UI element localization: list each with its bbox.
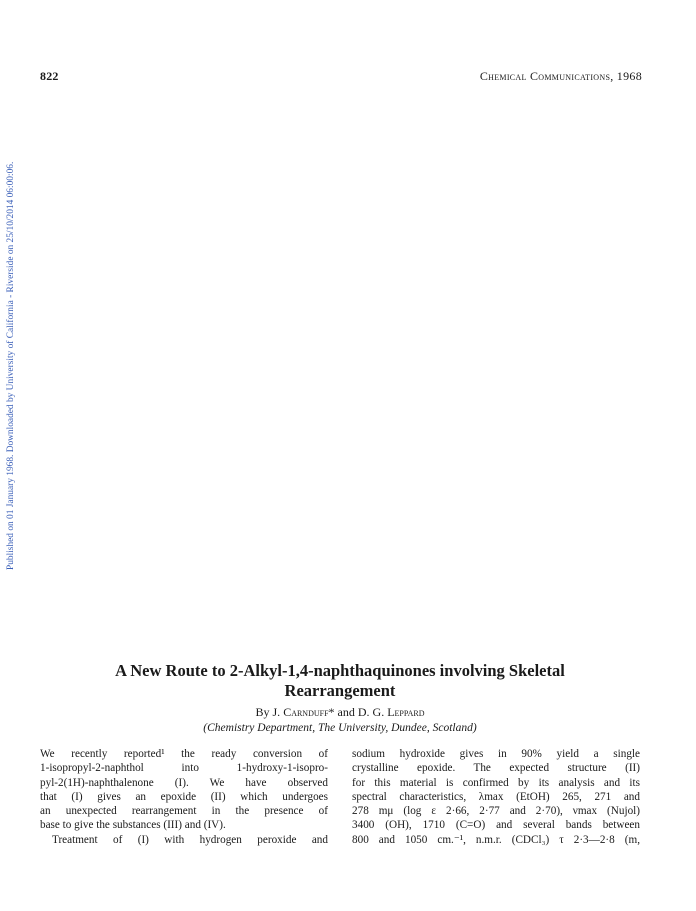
byline-prefix: By J. <box>255 705 281 719</box>
article-title-line-1: A New Route to 2-Alkyl-1,4-naphthaquinones involving Skeletal <box>115 661 565 680</box>
text-line: 278 mμ (log ε 2·66, 2·77 and 2·70), νmax (Nujol) <box>352 805 640 818</box>
text-line: an unexpected rearrangement in the presence of <box>40 805 328 818</box>
article-title <box>40 661 640 701</box>
author-name: Leppard <box>387 705 425 719</box>
article-title-line-2: Rearrangement <box>284 681 396 700</box>
page-number: 822 <box>40 69 59 83</box>
text-line: sodium hydroxide gives in 90% yield a single <box>352 748 640 760</box>
text-line: 1-isopropyl-2-naphthol into 1-hydroxy-1-isopro- <box>40 762 328 775</box>
body-column-left <box>40 747 328 847</box>
download-watermark: Published on 01 January 1968. Downloaded by University of California - Riverside on 25/10/2014 06:00:06. <box>6 161 16 570</box>
paragraph <box>352 747 640 847</box>
text-line: We recently reported¹ the ready conversion of <box>40 748 328 760</box>
text-line: 800 and 1050 cm.⁻¹, n.m.r. (CDCl₃) τ 2·3—2·8 (m, <box>352 833 640 846</box>
text-line: spectral characteristics, λmax (EtOH) 265, 271 and <box>352 790 640 803</box>
text-line: base to give the substances (III) and (IV). <box>40 819 226 832</box>
text-line: pyl-2(1H)-naphthalenone (I). We have observed <box>40 776 328 789</box>
author-byline <box>40 705 640 720</box>
text-line: Treatment of (I) with hydrogen peroxide and <box>52 833 328 846</box>
author-name: Carnduff <box>283 705 329 719</box>
journal-running-head: Chemical Communications, 1968 <box>479 69 642 83</box>
paragraph <box>40 747 328 847</box>
byline-conjunction: and D. G. <box>337 705 385 719</box>
body-column-right <box>352 747 640 847</box>
text-line: 3400 (OH), 1710 (C=O) and several bands between <box>352 819 640 832</box>
text-line: that (I) gives an epoxide (II) which undergoes <box>40 790 328 803</box>
text-line: crystalline epoxide. The expected structure (II) <box>352 762 640 775</box>
author-affiliation: (Chemistry Department, The University, Dundee, Scotland) <box>203 722 477 734</box>
corresponding-author-mark: * <box>328 705 335 719</box>
text-line: for this material is confirmed by its analysis and its <box>352 776 640 789</box>
